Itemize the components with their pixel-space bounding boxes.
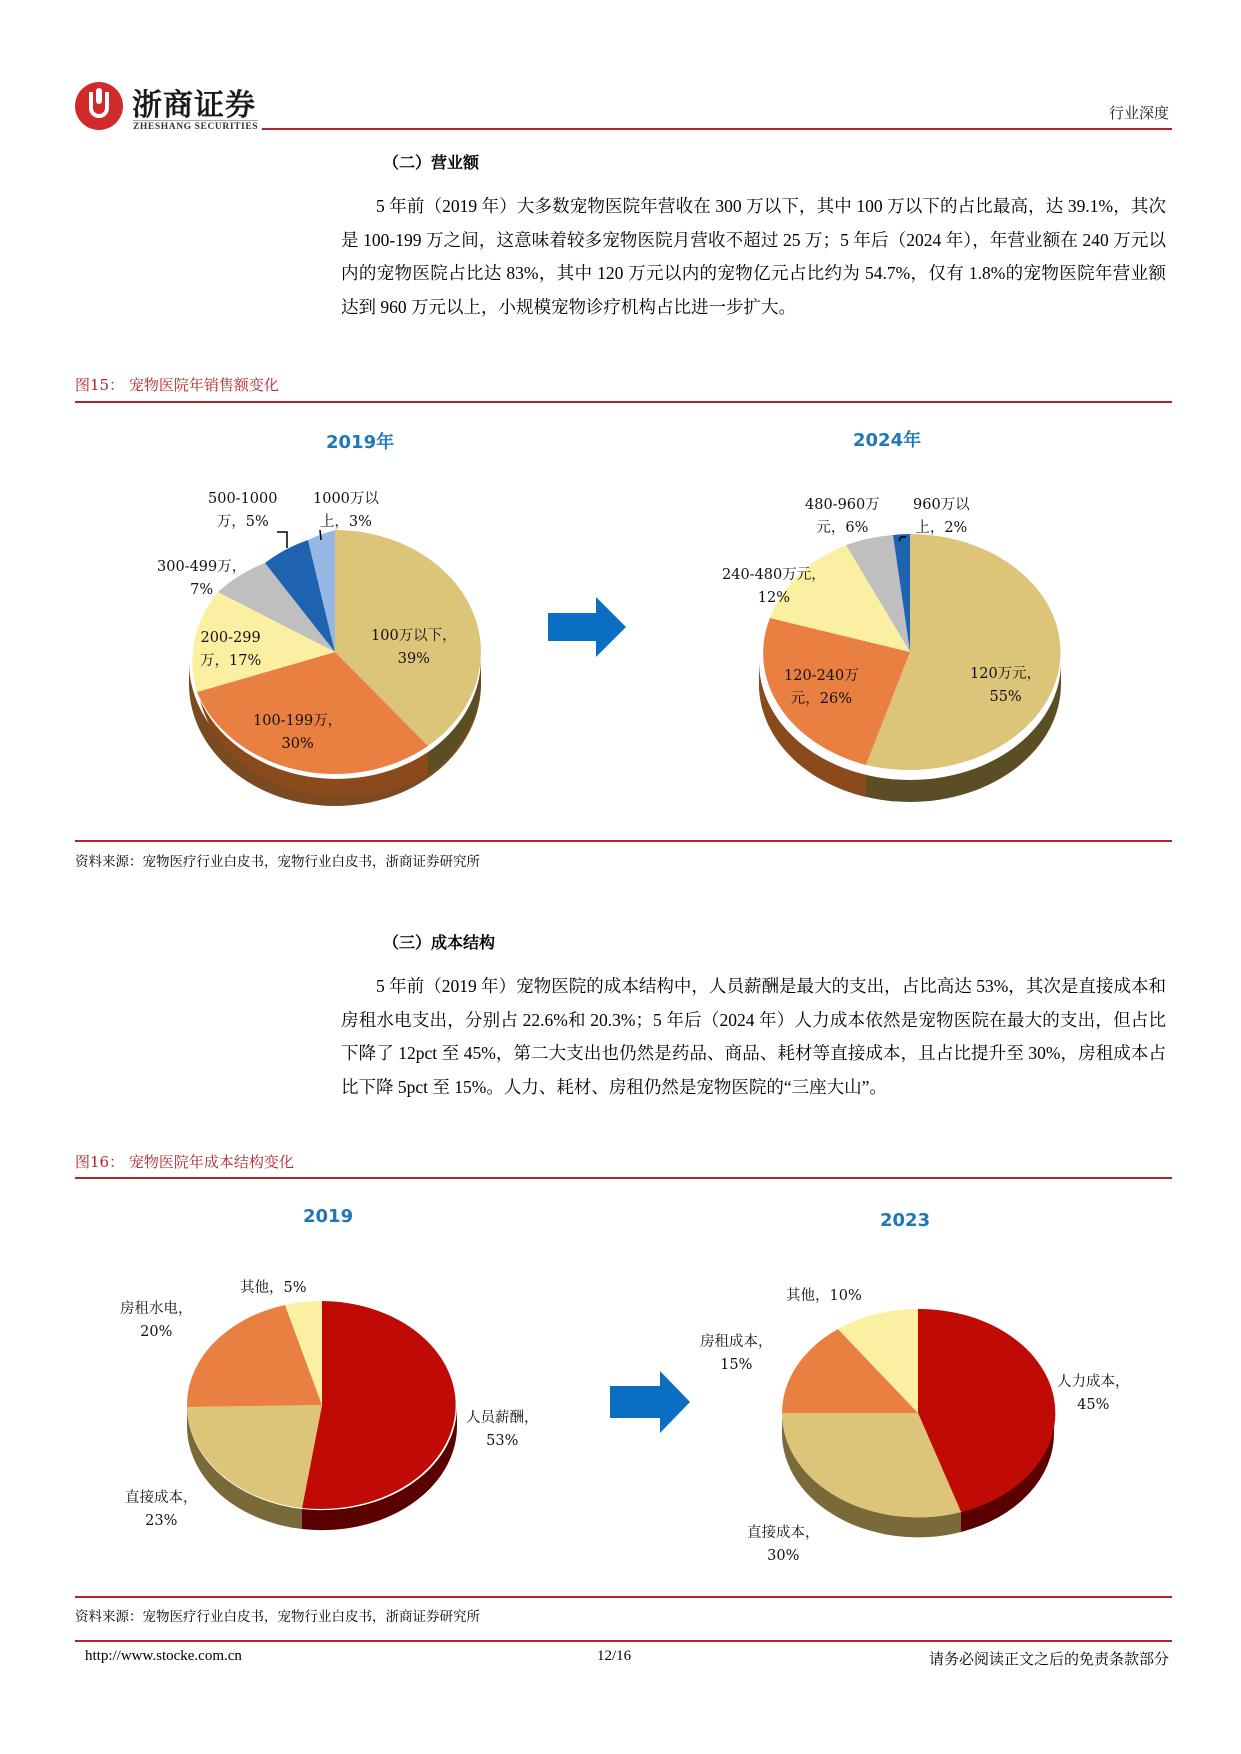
chart-title-2019-revenue: 2019年 (326, 432, 395, 453)
label-100-199w: 100-199万， 30% (253, 713, 343, 752)
page-number: 12/16 (597, 1648, 632, 1664)
figure-16-source: 资料来源：宠物医疗行业白皮书，宠物行业白皮书，浙商证券研究所 (75, 1609, 480, 1625)
section-title-revenue: （二）营业额 (383, 153, 480, 172)
brand-name-en: ZHESHANG SECURITIES (133, 122, 259, 132)
label-other-2023: 其他，10% (786, 1288, 862, 1304)
label-under-120w: 120万元， 55% (970, 666, 1042, 705)
arrow-right-icon (610, 1371, 690, 1433)
label-200-299w: 200-299 万，17% (200, 630, 262, 669)
label-direct-cost-2023: 直接成本， 30% (747, 1525, 820, 1564)
figure-16-top-rule (75, 1177, 1172, 1179)
label-over-1000w: 1000万以 上，3% (313, 491, 379, 530)
label-direct-cost-2019: 直接成本， 23% (125, 1490, 198, 1529)
chart-title-2019-cost: 2019 (303, 1206, 354, 1227)
label-over-960w: 960万以 上，2% (913, 497, 970, 536)
label-480-960w: 480-960万 元，6% (805, 497, 880, 536)
slice-direct-cost (187, 1405, 322, 1508)
chart-title-2023-cost: 2023 (880, 1210, 931, 1231)
chart-title-2024-revenue: 2024年 (853, 430, 922, 451)
label-240-480w: 240-480万元， 12% (722, 567, 826, 606)
section-paragraph-cost: 5 年前（2019 年）宠物医院的成本结构中，人员薪酬是最大的支出，占比高达 53%，其次是直接成本和房租水电支出，分别占 22.6%和 20.3%；5 年后（2024 年）人力成本依然是宠物医院在最大的支出，但占比下降了 12pct 至 45%，第二大支出也仍然是药品、商品、耗材等直接成本，且占比提升至 30%，房租成本占比下降 5pct 至 15%。人力、耗材、房租仍然是宠物医院的“三座大山”。 (341, 976, 1166, 1097)
figure-15-bottom-rule (75, 840, 1172, 842)
arrow-right-icon (548, 597, 626, 657)
figure-15-source: 资料来源：宠物医疗行业白皮书，宠物行业白皮书，浙商证券研究所 (75, 854, 480, 870)
label-120-240w: 120-240万 元，26% (784, 668, 859, 707)
label-rent-cost-2023: 房租成本， 15% (700, 1334, 773, 1373)
label-300-499w: 300-499万， 7% (157, 559, 247, 598)
footer-disclaimer: 请务必阅读正文之后的免责条款部分 (928, 1652, 1169, 1668)
pie-chart-2023-cost (782, 1309, 1055, 1537)
label-labor-cost-2023: 人力成本， 45% (1057, 1374, 1130, 1413)
label-rent-utilities-2019: 房租水电， 20% (120, 1301, 193, 1340)
footer-divider (75, 1640, 1172, 1642)
pie-chart-2019-cost (187, 1301, 457, 1530)
label-500-1000w: 500-1000 万，5% (208, 491, 278, 530)
label-staff-pay-2019: 人员薪酬， 53% (466, 1410, 539, 1449)
report-type-tag: 行业深度 (1108, 104, 1169, 122)
figure-15-title: 图15： 宠物医院年销售额变化 (75, 376, 279, 394)
footer-url-link[interactable]: http://www.stocke.com.cn (85, 1648, 242, 1664)
brand-name-cn: 浙商证券 (132, 88, 256, 123)
label-other-2019: 其他，5% (240, 1280, 307, 1296)
figure-16-bottom-rule (75, 1596, 1172, 1598)
section-paragraph-revenue: 5 年前（2019 年）大多数宠物医院年营收在 300 万以下，其中 100 万以下的占比最高，达 39.1%，其次是 100-199 万之间，这意味着较多宠物医院月营收不超过 25 万；5 年后（2024 年），年营业额在 240 万元以内的宠物医院占比达 83%，其中 120 万元以内的宠物亿元占比约为 54.7%，仅有 1.8%的宠物医院年营业额达到 960 万元以上，小规模宠物诊疗机构占比进一步扩大。 (341, 196, 1166, 317)
section-title-cost: （三）成本结构 (383, 933, 496, 952)
figure-16-title: 图16： 宠物医院年成本结构变化 (75, 1153, 294, 1171)
label-under-100w: 100万以下， 39% (371, 628, 457, 667)
